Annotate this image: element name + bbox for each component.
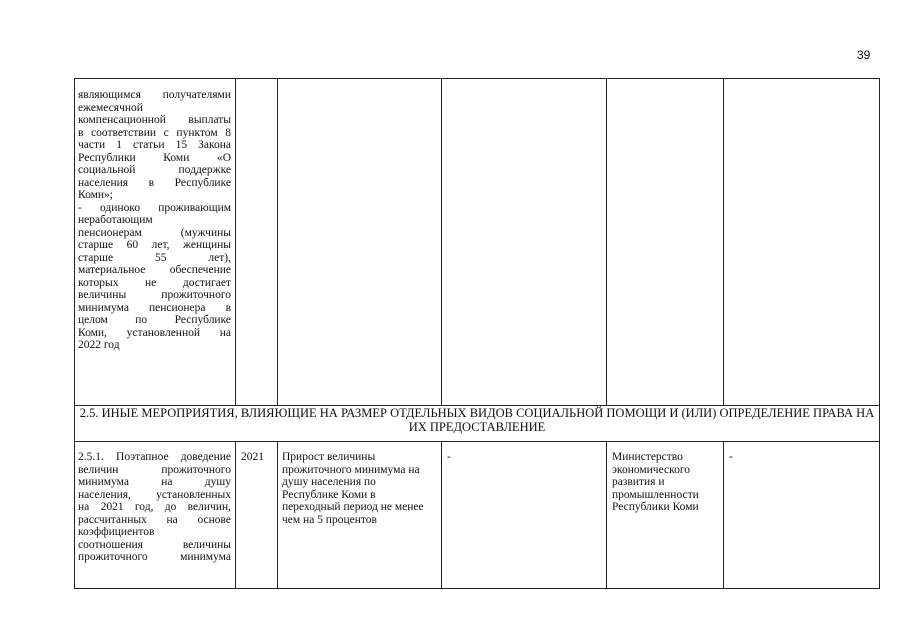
text-line: компенсационной выплаты [78, 114, 231, 126]
text-line: Республики Коми «О [78, 151, 231, 164]
text-line: Коми, установленной на [78, 326, 231, 339]
text-line: минимума пенсионера в [78, 301, 231, 314]
text-line: населения, установленных [78, 488, 231, 501]
text-line: промышленности [612, 488, 699, 501]
year-cell: 2021 [241, 451, 264, 463]
text-line: населения в Республике [78, 176, 231, 189]
text-line: ежемесячной [78, 101, 143, 114]
text-line: Республики Коми [612, 501, 699, 513]
section-heading: 2.5. ИНЫЕ МЕРОПРИЯТИЯ, ВЛИЯЮЩИЕ НА РАЗМЕР ОТДЕЛЬНЫХ ВИДОВ СОЦИАЛЬНОЙ ПОМОЩИ И (ИЛИ) ОПРЕДЕЛЕНИЕ ПРАВА НА ИХ ПРЕДОСТАВЛЕНИЕ [79, 406, 875, 434]
measures-table [74, 78, 880, 589]
text-line: развития и [612, 476, 665, 488]
text-line: в соответствии с пунктом 8 [78, 126, 231, 139]
column-4-cell: - [447, 451, 451, 463]
text-line: материальное обеспечение [78, 264, 231, 276]
responsible-cell [612, 451, 722, 514]
text-line: старше 60 лет, женщины [78, 239, 231, 251]
text-line: пенсионерам (мужчины [78, 226, 231, 239]
recipients-cell [78, 89, 231, 352]
text-line: неработающим [78, 214, 153, 226]
text-line: соотношения величины [78, 538, 231, 551]
text-line: старше 55 лет), [78, 251, 231, 264]
text-line: Республике Коми в [282, 488, 376, 501]
text-line: величин прожиточного [78, 463, 231, 476]
text-line: 2.5.1. Поэтапное доведение [78, 451, 231, 463]
text-line: 2022 год [78, 339, 120, 351]
text-line: величины прожиточного [78, 289, 231, 301]
text-line: душу населения по [282, 476, 376, 488]
text-line: экономического [612, 463, 691, 476]
text-line: переходный период не менее [282, 501, 424, 513]
text-line: целом по Республике [78, 314, 231, 326]
text-line: прожиточного минимума на [282, 463, 420, 476]
result-cell [282, 451, 440, 526]
page-number: 39 [857, 48, 871, 62]
text-line: которых не достигает [78, 276, 231, 289]
text-line: Прирост величины [282, 451, 376, 463]
text-line: Министерство [612, 451, 683, 463]
text-line: Коми»; [78, 189, 114, 201]
text-line: коэффициентов [78, 526, 155, 538]
text-line: минимума на душу [78, 476, 231, 488]
column-6-cell: - [729, 451, 733, 463]
text-line: социальной поддержке [78, 164, 231, 176]
text-line: на 2021 год, до величин, [78, 501, 231, 513]
measure-cell [78, 451, 231, 564]
text-line: рассчитанных на основе [78, 513, 231, 526]
text-line: прожиточного минимума [78, 551, 231, 563]
text-line: являющимся получателями [78, 89, 231, 101]
text-line: - одиноко проживающим [78, 201, 231, 214]
text-line: чем на 5 процентов [282, 513, 377, 526]
text-line: части 1 статьи 15 Закона [78, 139, 231, 151]
